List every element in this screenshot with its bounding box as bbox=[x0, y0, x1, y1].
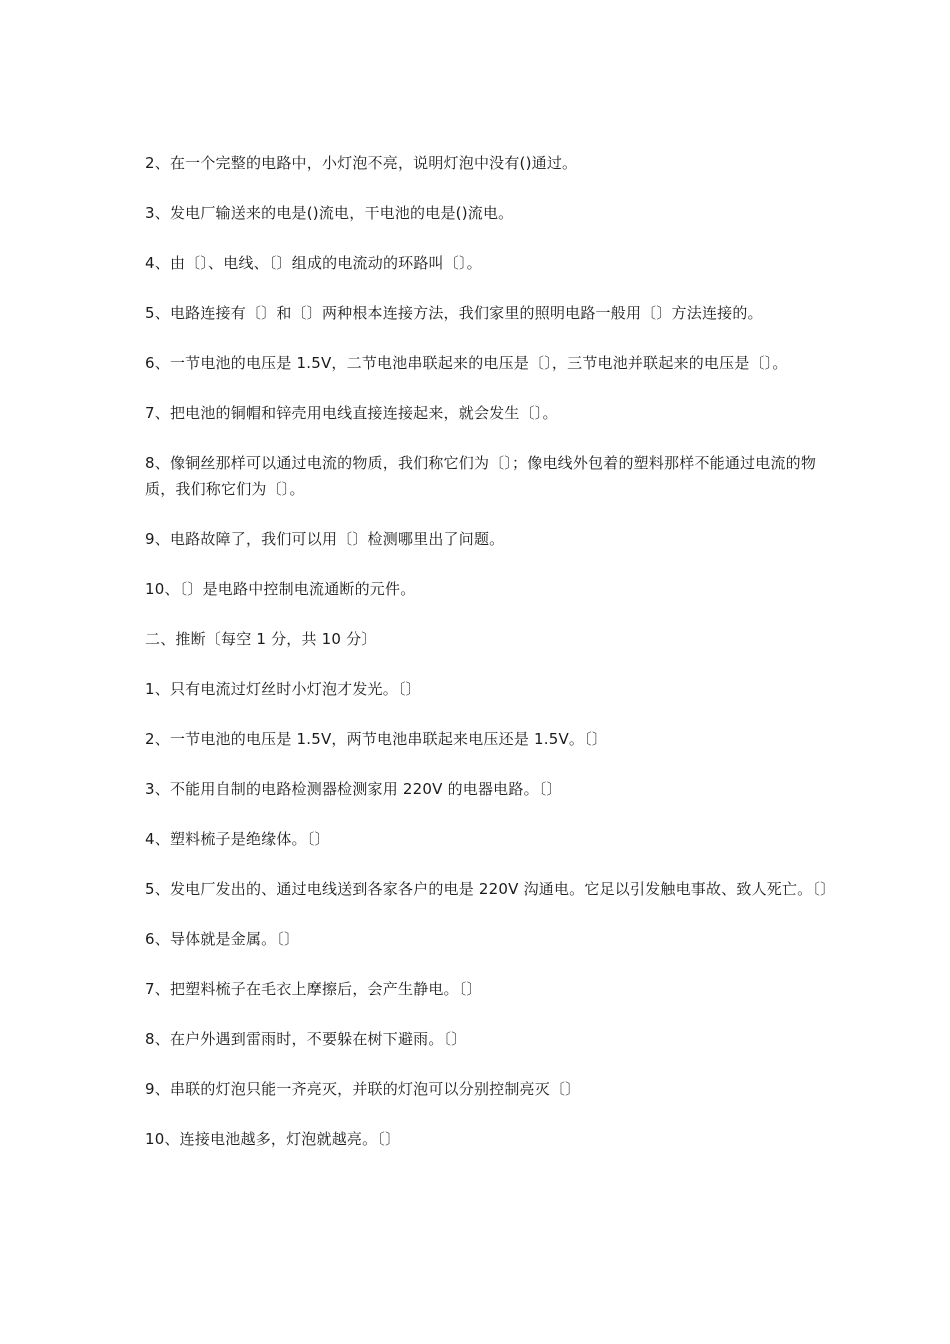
judgment-question-9: 9、串联的灯泡只能一齐亮灭，并联的灯泡可以分别控制亮灭〔〕 bbox=[145, 1080, 581, 1098]
judgment-question-2: 2、一节电池的电压是 1.5V，两节电池串联起来电压还是 1.5V。〔〕 bbox=[145, 730, 608, 748]
fill-blank-question-2: 2、在一个完整的电路中，小灯泡不亮，说明灯泡中没有()通过。 bbox=[145, 154, 578, 172]
fill-blank-question-6: 6、一节电池的电压是 1.5V，二节电池串联起来的电压是〔〕，三节电池并联起来的电压是〔〕。 bbox=[145, 354, 788, 372]
judgment-question-5: 5、发电厂发出的、通过电线送到各家各户的电是 220V 沟通电。它足以引发触电事故、致人死亡。〔〕 bbox=[145, 880, 836, 898]
question-list bbox=[145, 150, 835, 1176]
fill-blank-question-7: 7、把电池的铜帽和锌壳用电线直接连接起来，就会发生〔〕。 bbox=[145, 404, 558, 422]
fill-blank-question-9: 9、电路故障了，我们可以用〔〕检测哪里出了问题。 bbox=[145, 530, 505, 548]
judgment-question-4: 4、塑料梳子是绝缘体。〔〕 bbox=[145, 830, 330, 848]
fill-blank-question-5: 5、电路连接有〔〕和〔〕两种根本连接方法，我们家里的照明电路一般用〔〕方法连接的。 bbox=[145, 304, 763, 322]
fill-blank-question-3: 3、发电厂输送来的电是()流电，干电池的电是()流电。 bbox=[145, 204, 514, 222]
judgment-question-7: 7、把塑料梳子在毛衣上摩擦后，会产生静电。〔〕 bbox=[145, 980, 482, 998]
section-heading-judgment: 二、推断〔每空 1 分，共 10 分〕 bbox=[145, 630, 377, 648]
judgment-question-8: 8、在户外遇到雷雨时，不要躲在树下避雨。〔〕 bbox=[145, 1030, 467, 1048]
fill-blank-question-10: 10、〔〕是电路中控制电流通断的元件。 bbox=[145, 580, 416, 598]
judgment-question-10: 10、连接电池越多，灯泡就越亮。〔〕 bbox=[145, 1130, 401, 1148]
judgment-question-6: 6、导体就是金属。〔〕 bbox=[145, 930, 300, 948]
fill-blank-question-8: 8、像铜丝那样可以通过电流的物质，我们称它们为〔〕；像电线外包着的塑料那样不能通过电流的物质，我们称它们为〔〕。 bbox=[145, 454, 817, 498]
judgment-question-1: 1、只有电流过灯丝时小灯泡才发光。〔〕 bbox=[145, 680, 421, 698]
judgment-question-3: 3、不能用自制的电路检测器检测家用 220V 的电器电路。〔〕 bbox=[145, 780, 562, 798]
fill-blank-question-4: 4、由〔〕、电线、〔〕组成的电流动的环路叫〔〕。 bbox=[145, 254, 482, 272]
